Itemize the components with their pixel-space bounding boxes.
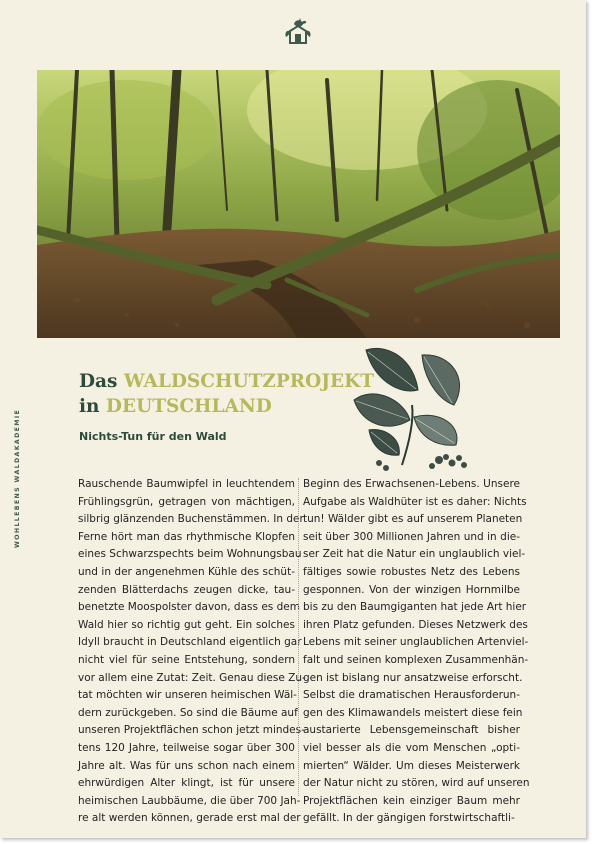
body-text-line: ihren Platz gefunden. Dieses Netzwerk des [303,618,528,631]
title-highlight-1: WALDSCHUTZPROJEKT [123,371,374,392]
title-prefix-2: in [79,396,106,417]
body-text-line: ehrwürdigen Alter klingt, ist für unsere [78,777,295,790]
body-text-line: fältiges sowie robustes Netz des Lebens [303,565,520,578]
body-text-line: gen des Klimawandels meistert diese fein [303,706,523,719]
body-text-line: falt und seinen komplexen Zusammenhän- [303,653,529,666]
page-title [79,369,374,419]
title-line-1 [79,369,374,394]
body-text-line: dern zurückgeben. So sind die Bäume auf [78,706,298,719]
body-text-line: der Natur nicht zu stören, wird auf unseren [303,777,530,790]
bird-on-house-logo-icon [283,15,313,47]
page-subtitle: Nichts-Tun für den Wald [79,430,227,443]
body-text-line: austarierte Lebensgemeinschaft bisher [303,724,520,737]
body-text-line: viel besser als die vom Menschen „opti- [303,741,520,754]
body-text-line: Selbst die dramatischen Herausforderun- [303,689,520,702]
body-text-line: und in der angenehmen Kühle des schüt- [78,565,295,578]
body-text-line: gen ist bislang nur ansatzweise erforscht. [303,671,523,684]
body-text-line: bis zu den Baumgiganten hat jede Art hier [303,601,527,614]
column-divider [298,478,299,796]
body-column-left [78,476,306,828]
title-line-2 [79,394,374,419]
body-text-line: Lebens mit seiner unglaublichen Artenviel- [303,636,529,649]
body-text-line: silbrig glänzenden Buchenstämmen. In der [78,513,304,526]
body-text-line: tat möchten wir unseren heimischen Wäl- [78,689,297,702]
body-text-line: nicht viel für seine Entstehung, sondern [78,653,295,666]
body-text-line: heimischen Laubbäume, die über 700 Jah- [78,794,301,807]
body-text-line: eines Schwarzspechts beim Wohnungsbau [78,548,302,561]
title-prefix-1: Das [79,371,124,392]
title-highlight-2: DEUTSCHLAND [105,396,272,417]
body-text-line: Wald hier so richtig gut geht. Ein solches [78,618,295,631]
body-text-line: Rauschende Baumwipfel in leuchtendem [78,478,295,490]
body-text-line: tun! Wälder gibt es auf unserem Planeten [303,513,523,526]
body-text-line: benetzte Moospolster davon, dass es dem [78,601,300,614]
body-text-line: Beginn des Erwachsenen-Lebens. Unsere [303,478,520,490]
body-column-right [303,476,530,828]
body-text-line: unseren Projektflächen schon jetzt mindes- [78,724,305,737]
body-text-line: seit über 300 Millionen Jahren und in die- [303,530,520,543]
body-text-line: tens 120 Jahre, teilweise sogar über 300 [78,741,295,754]
body-text-line: gesponnen. Von der winzigen Hornmilbe [303,583,520,596]
body-text-line: re alt werden können, gerade erst mal der [78,812,301,825]
body-text-line: Jahre alt. Was für uns schon nach einem [78,759,295,772]
body-text-line: Frühlingsgrün, getragen von mächtigen, [78,495,295,508]
body-text-line: Projektflächen kein einziger Baum mehr [303,794,520,807]
body-text-line: Aufgabe als Waldhüter ist es daher: Nichts [303,495,527,508]
forest-photo [37,70,560,338]
body-text-line: ser Zeit hat die Natur ein unglaublich viel- [303,548,526,561]
sidebar-vertical-label: WOHLLEBENS WALDAKADEMIE [14,408,21,548]
body-text-line: Idyll braucht in Deutschland eigentlich gar [78,636,302,649]
body-text-line: vor allem eine Zutat: Zeit. Genau diese Zu- [78,671,306,684]
body-text-line: gefällt. In der gängigen forstwirtschaftli- [303,812,515,825]
body-text-line: zenden Blätterdachs zeugen dicke, tau- [78,583,295,596]
body-text-line: mierten“ Wälder. Um dieses Meisterwerk [303,759,520,772]
body-text-line: Ferne hört man das rhythmische Klopfen [78,530,295,543]
beech-leaves-illustration [344,345,474,475]
